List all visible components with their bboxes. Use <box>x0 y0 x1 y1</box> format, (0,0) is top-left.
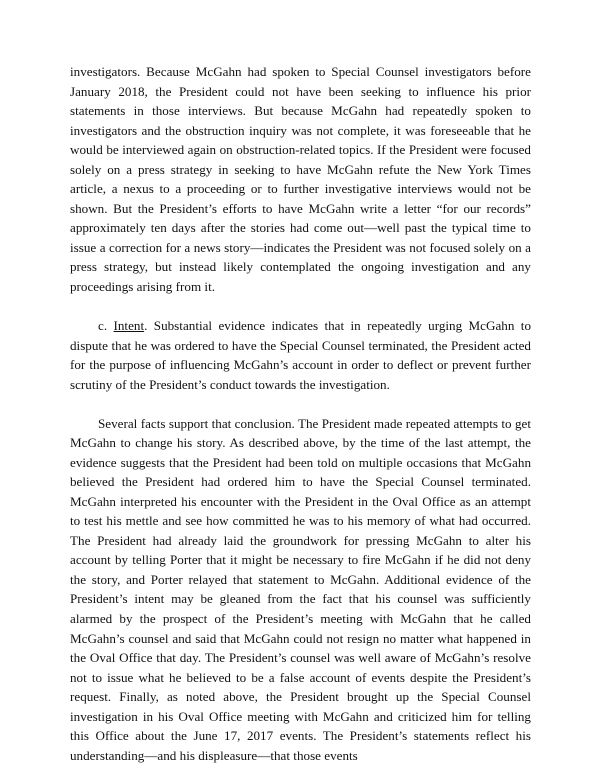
paragraph-intent-body: . Substantial evidence indicates that in repeatedly urging McGahn to dispute that he was ordered to have the Special Counsel terminated, the President acted for the purpose of influencing McGahn’s account in order to deflect or prevent further scrutiny of the President’s conduct towards the investigation. <box>70 317 531 392</box>
section-marker: c. <box>98 317 114 333</box>
page-text-body <box>70 62 531 765</box>
paragraph-intent <box>70 316 531 394</box>
section-heading-intent: Intent <box>113 317 145 333</box>
paragraph-supporting-facts: Several facts support that conclusion. The President made repeated attempts to get McGahn to change his story. As described above, by the time of the last attempt, the evidence suggests that the President had been told on multiple occasions that McGahn believed the President had ordered him to have the Special Counsel terminated. McGahn interpreted his encounter with the President in the Oval Office as an attempt to test his mettle and see how committed he was to his memory of what had occurred. The President had already laid the groundwork for pressing McGahn to alter his account by telling Porter that it might be necessary to fire McGahn if he did not deny the story, and Porter relayed that statement to McGahn. Additional evidence of the President’s intent may be gleaned from the fact that his counsel was sufficiently alarmed by the prospect of the President’s meeting with McGahn that he called McGahn’s counsel and said that McGahn could not resign no matter what happened in the Oval Office that day. The President’s counsel was well aware of McGahn’s resolve not to issue what he believed to be a false account of events despite the President’s request. Finally, as noted above, the President brought up the Special Counsel investigation in his Oval Office meeting with McGahn and criticized him for telling this Office about the June 17, 2017 events. The President’s statements reflect his understanding—and his displeasure—that those events <box>70 415 531 763</box>
paragraph-continuation: investigators. Because McGahn had spoken to Special Counsel investigators before January 2018, the President could not have been seeking to influence his prior statements in those interviews. But because McGahn had repeatedly spoken to investigators and the obstruction inquiry was not complete, it was foreseeable that he would be interviewed again on obstruction-related topics. If the President were focused solely on a press strategy in seeking to have McGahn refute the New York Times article, a nexus to a proceeding or to further investigative interviews would not be shown. But the President’s efforts to have McGahn write a letter “for our records” approximately ten days after the stories had come out—well past the typical time to issue a correction for a news story—indicates the President was not focused solely on a press strategy, but instead likely contemplated the ongoing investigation and any proceedings arising from it. <box>70 64 531 295</box>
